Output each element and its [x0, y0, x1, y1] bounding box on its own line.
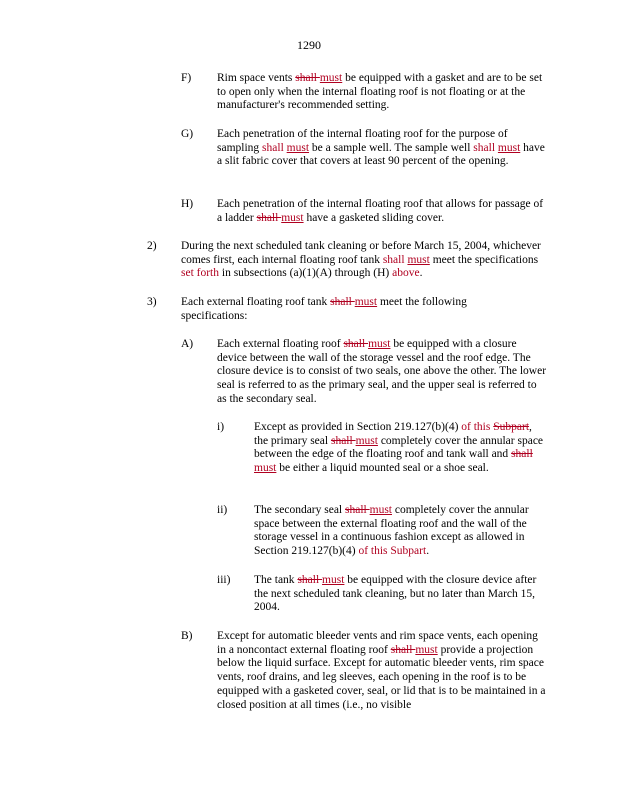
- body-text: The secondary seal: [254, 504, 346, 516]
- page-number: 1290: [297, 38, 321, 52]
- body-text: .: [426, 545, 430, 558]
- item-label: i): [217, 421, 225, 433]
- deleted-text: shall: [297, 574, 323, 586]
- paragraph-B: [217, 630, 547, 712]
- body-text: Each penetration of the internal floating roof for the purpose of sampling: [217, 128, 508, 154]
- paragraph-H: [217, 198, 547, 225]
- body-text: completely cover the annular space between the external floating roof and the wall of the storage vessel in a continuous fashion except as allowed in Section 219.127(b)(4): [254, 504, 529, 558]
- inserted-text: must: [319, 72, 343, 84]
- body-text: Each external floating roof tank: [181, 296, 331, 308]
- body-text: Except for automatic bleeder vents and rim space vents, each opening in a noncontact external floating roof: [217, 630, 538, 656]
- deleted-text: shall: [330, 434, 356, 447]
- item-label: H): [181, 198, 194, 210]
- body-text: .: [419, 267, 423, 280]
- item-label: iii): [217, 574, 231, 586]
- body-text: completely cover the annular space between the edge of the floating roof and tank wall and: [254, 434, 544, 461]
- body-text: meet the following specifications:: [181, 296, 467, 322]
- body-text: have a gasketed sliding cover.: [303, 211, 445, 224]
- inserted-text: must: [355, 434, 378, 447]
- body-text: be equipped with a gasket and are to be set to open only when the internal floating roof is not floating or at the manufacturer's recommended setting.: [217, 72, 543, 112]
- paragraph-ii: [254, 504, 546, 559]
- inserted-text: must: [369, 504, 392, 516]
- body-text: in subsections (a)(1)(A) through (H): [219, 267, 393, 280]
- added-text: of this: [461, 421, 494, 433]
- deleted-text: shall: [295, 72, 320, 84]
- added-text: shall: [262, 141, 287, 154]
- item-label: 3): [147, 296, 157, 308]
- added-text: of this Subpart: [358, 545, 427, 558]
- inserted-text: must: [281, 211, 304, 224]
- item-label: A): [181, 338, 194, 350]
- deleted-text: shall: [511, 448, 533, 461]
- paragraph-F: [217, 72, 547, 113]
- inserted-text: must: [354, 296, 378, 308]
- inserted-text: must: [415, 643, 438, 656]
- item-label: 2): [147, 240, 157, 252]
- paragraph-G: [217, 128, 547, 169]
- body-text: have a slit fabric cover that covers at least 90 percent of the opening.: [217, 141, 545, 168]
- added-text: shall: [382, 253, 408, 266]
- body-text: The tank: [254, 574, 298, 586]
- inserted-text: must: [254, 462, 277, 475]
- paragraph-iii: [254, 574, 539, 615]
- item-label: B): [181, 630, 193, 642]
- deleted-text: shall: [256, 211, 282, 224]
- paragraph-3: [181, 296, 501, 323]
- inserted-text: must: [497, 141, 521, 154]
- deleted-text: Subpart: [493, 421, 530, 433]
- deleted-text: shall: [330, 296, 355, 308]
- inserted-text: must: [286, 141, 310, 154]
- paragraph-2: [181, 240, 547, 281]
- body-text: be equipped with the closure device after the next scheduled tank cleaning, but no later than March 15, 2004.: [254, 574, 537, 614]
- body-text: be a sample well. The sample well: [309, 141, 474, 154]
- added-text: above: [392, 267, 420, 280]
- added-text: shall: [473, 141, 498, 154]
- deleted-text: shall: [390, 643, 416, 656]
- body-text: be equipped with a closure device between the wall of the storage vessel and the roof edge. The closure device is to consist of two seals, one above the other. The lower seal is referred to as the primary seal, and the upper seal is referred to as the secondary seal.: [217, 338, 547, 405]
- item-label: F): [181, 72, 192, 84]
- body-text: provide a projection below the liquid surface. Except for automatic bleeder vents, rim space vents, roof drains, and leg sleeves, each opening in the roof is to be equipped with a gasketed cover, seal, or lid that is to be maintained in a closed position at all times (i.e., no visible: [217, 643, 546, 711]
- body-text: be either a liquid mounted seal or a shoe seal.: [276, 462, 489, 475]
- body-text: , the primary seal: [254, 421, 532, 447]
- inserted-text: must: [368, 338, 391, 350]
- body-text: Each external floating roof: [217, 338, 344, 350]
- paragraph-A: [217, 338, 547, 407]
- body-text: Except as provided in Section 219.127(b)(4): [254, 421, 462, 433]
- added-text: set forth: [181, 267, 220, 280]
- paragraph-i: [254, 421, 546, 476]
- item-label: G): [181, 128, 194, 140]
- inserted-text: must: [322, 574, 345, 586]
- inserted-text: must: [407, 253, 430, 266]
- item-label: ii): [217, 504, 228, 516]
- body-text: Rim space vents: [217, 72, 296, 84]
- body-text: Each penetration of the internal floating roof that allows for passage of a ladder: [217, 198, 544, 224]
- body-text: meet the specifications: [429, 253, 539, 266]
- body-text: During the next scheduled tank cleaning or before March 15, 2004, whichever comes first, each internal floating roof tank: [181, 240, 541, 266]
- deleted-text: shall: [345, 504, 370, 516]
- deleted-text: shall: [343, 338, 369, 350]
